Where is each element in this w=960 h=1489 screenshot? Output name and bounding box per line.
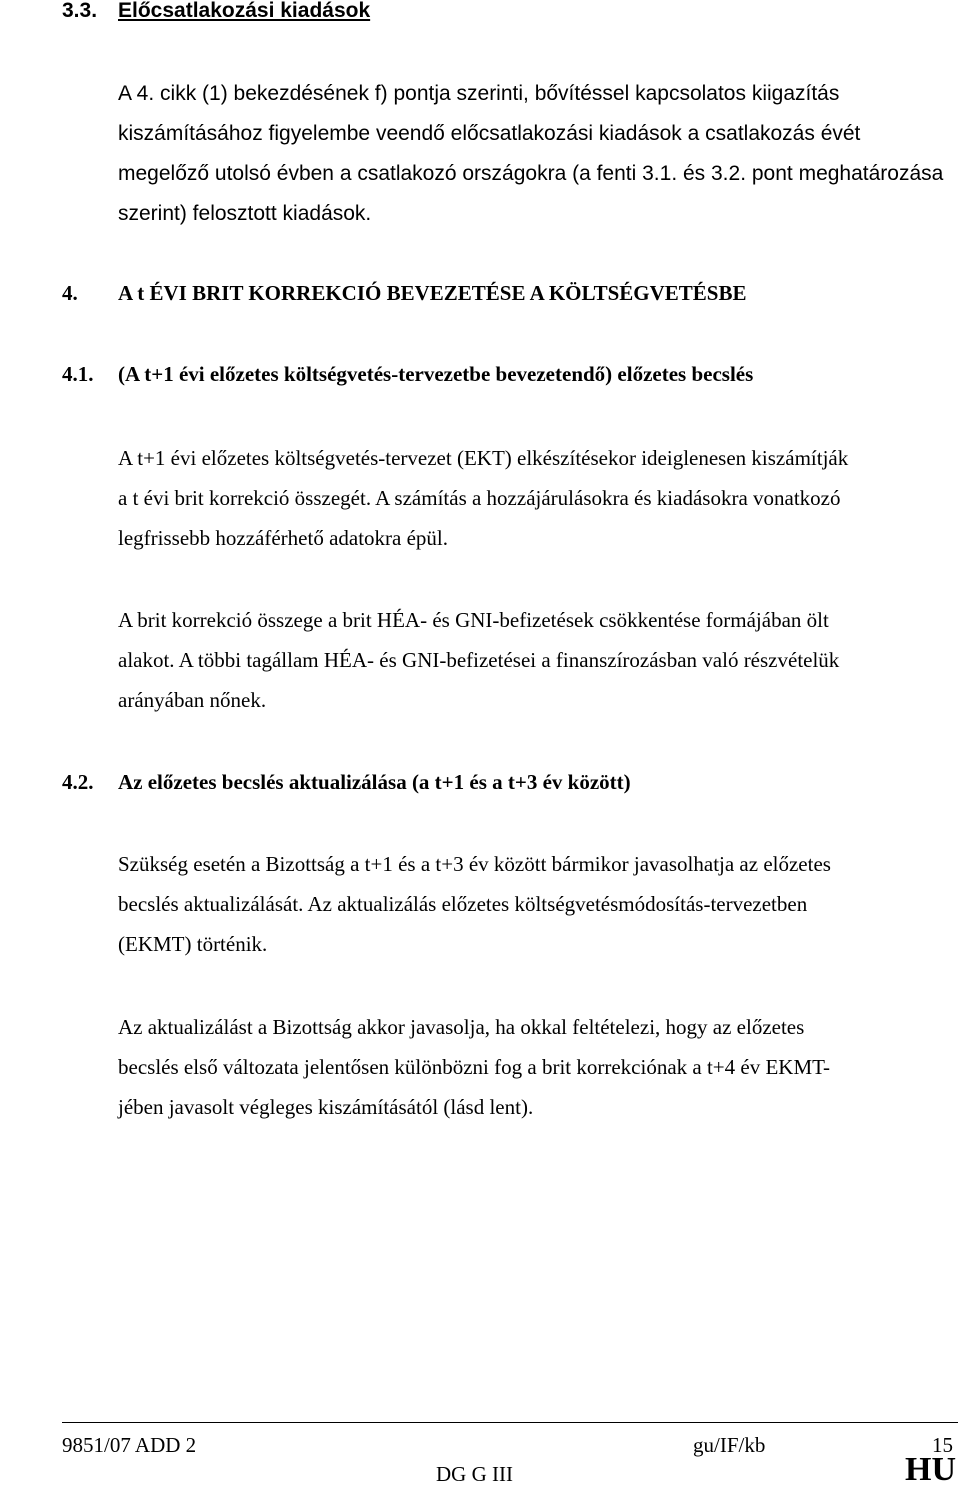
section-number: 4.2. (62, 770, 94, 794)
paragraph-4-2-a (118, 844, 831, 964)
footer-initials: gu/IF/kb (693, 1433, 766, 1457)
text-line: alakot. A többi tagállam HÉA- és GNI-befizetései a finanszírozásban való részvételük (118, 648, 840, 672)
paragraph-4-1-b (118, 600, 839, 720)
text-line: megelőző utolsó évben a csatlakozó országokra (a fenti 3.1. és 3.2. pont meghatározása (118, 162, 944, 185)
footer-divider (62, 1422, 958, 1423)
text-line: Szükség esetén a Bizottság a t+1 és a t+3 év között bármikor javasolhatja az előzetes (118, 852, 831, 876)
section-number: 3.3. (62, 0, 98, 22)
text-line: Az aktualizálást a Bizottság akkor javasolja, ha okkal feltételezi, hogy az előzetes (118, 1015, 805, 1039)
paragraph-4-1-a (118, 438, 848, 558)
paragraph-3-3 (118, 74, 943, 234)
text-line: legfrissebb hozzáférhető adatokra épül. (118, 526, 449, 550)
text-line: becslés aktualizálását. Az aktualizálás előzetes költségvetésmódosítás-tervezetben (118, 892, 808, 916)
footer-dg: DG G III (436, 1462, 513, 1486)
footer-doc-ref: 9851/07 ADD 2 (62, 1433, 197, 1457)
text-line: kiszámításához figyelembe veendő előcsatlakozási kiadások a csatlakozás évét (118, 122, 861, 145)
text-line: A 4. cikk (1) bekezdésének f) pontja szerinti, bővítéssel kapcsolatos kiigazítás (118, 82, 840, 105)
section-4-1-heading (62, 362, 942, 390)
section-title: A t ÉVI BRIT KORREKCIÓ BEVEZETÉSE A KÖLTSÉGVETÉSBE (118, 281, 747, 305)
section-number: 4.1. (62, 362, 94, 386)
text-line: A brit korrekció összege a brit HÉA- és GNI-befizetések csökkentése formájában ölt (118, 608, 829, 632)
section-title: (A t+1 évi előzetes költségvetés-tervezetbe bevezetendő) előzetes becslés (118, 362, 754, 386)
text-line: A t+1 évi előzetes költségvetés-tervezet (EKT) elkészítésekor ideiglenesen kiszámítják (118, 446, 849, 470)
footer-language-code: HU (905, 1451, 956, 1488)
section-number: 4. (62, 281, 78, 305)
text-line: arányában nőnek. (118, 688, 267, 712)
text-line: a t évi brit korrekció összegét. A számítás a hozzájárulásokra és kiadásokra vonatkozó (118, 486, 841, 510)
text-line: (EKMT) történik. (118, 932, 268, 956)
section-3-3-heading (62, 0, 370, 23)
text-line: jében javasolt végleges kiszámításától (lásd lent). (118, 1095, 534, 1119)
footer-page-number: 15 (932, 1433, 953, 1457)
paragraph-4-2-b (118, 1007, 830, 1127)
text-line: becslés első változata jelentősen különbözni fog a brit korrekciónak a t+4 év EKMT- (118, 1055, 831, 1079)
text-line: szerint) felosztott kiadások. (118, 202, 372, 225)
section-title: Előcsatlakozási kiadások (118, 0, 371, 22)
section-4-2-heading (62, 770, 942, 798)
section-title: Az előzetes becslés aktualizálása (a t+1 és a t+3 év között) (118, 770, 631, 794)
section-4-heading (62, 281, 942, 309)
